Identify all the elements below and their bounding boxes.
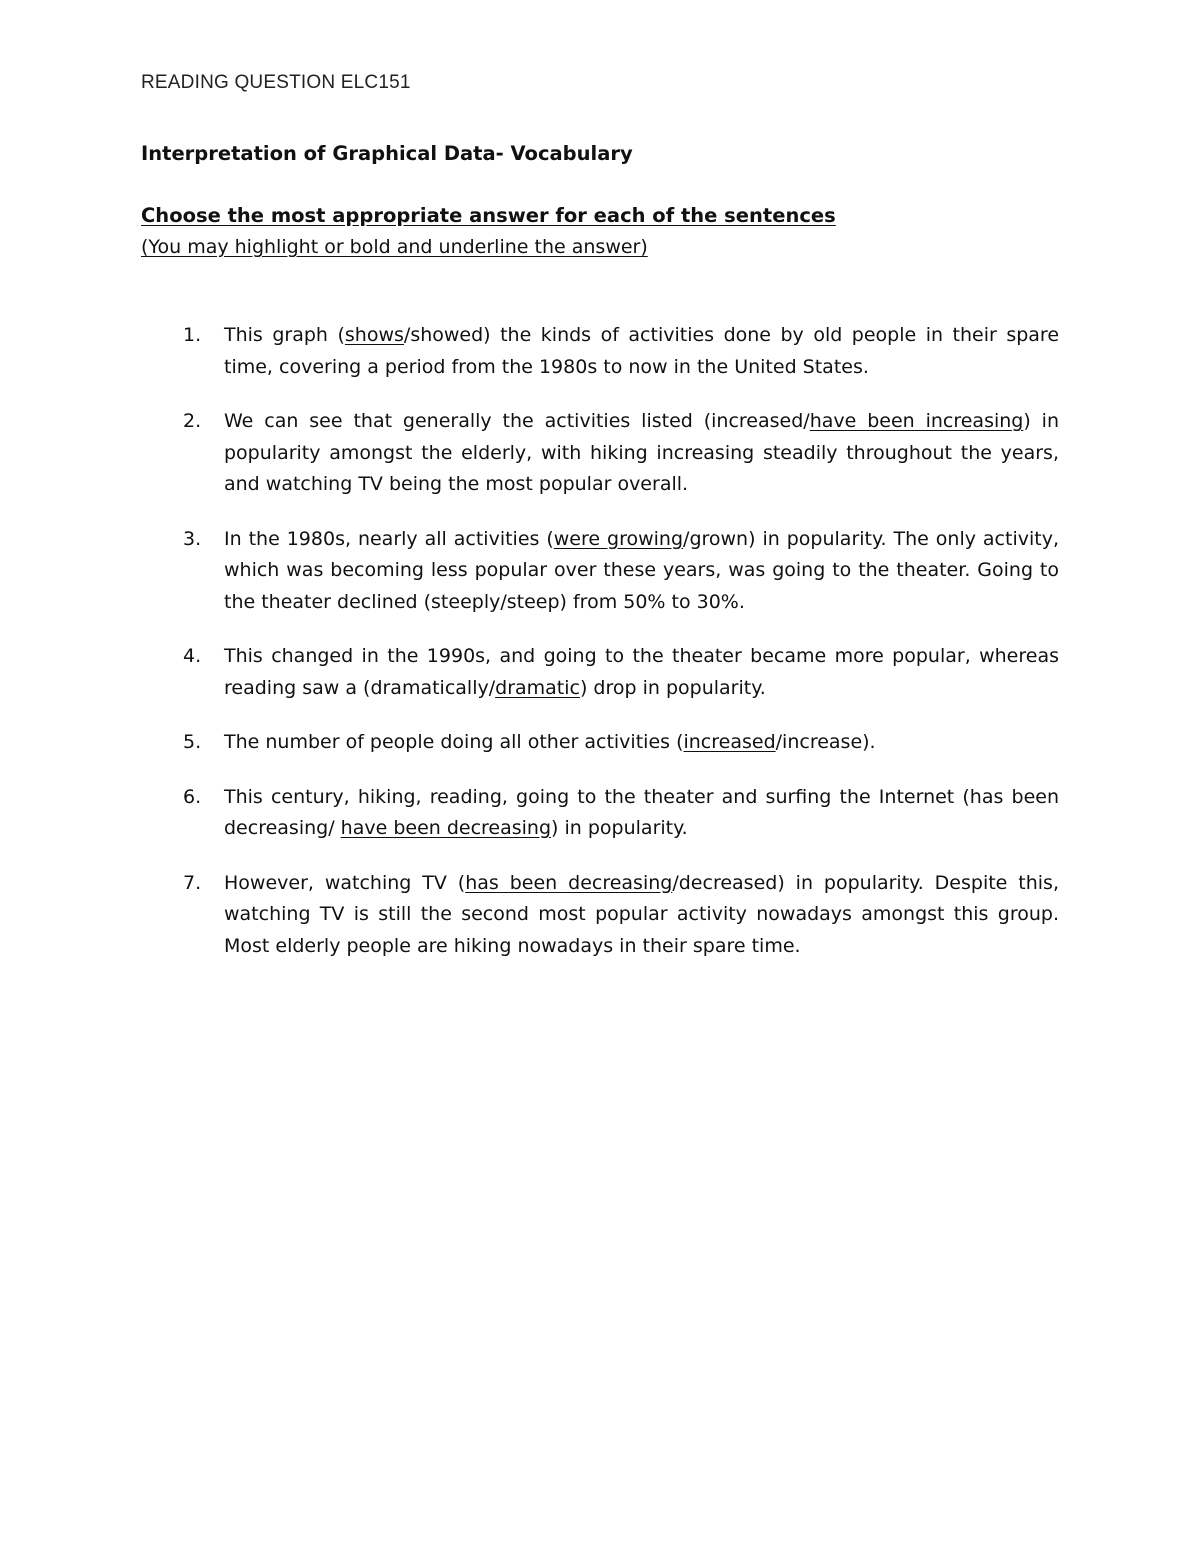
question-text-post: ) in popularity. [551,817,688,839]
answer-option-2[interactable]: grown [689,527,749,550]
question-text-pre: However, watching TV ( [224,871,466,894]
document-header: READING QUESTION ELC151 [141,72,411,93]
option-separator: / [803,410,810,432]
question-number: 1. [183,324,202,346]
question-item [141,406,1059,501]
question-text-pre: This changed in the 1990s, and going to the theater became more popular, whereas reading saw a ( [224,645,1059,699]
question-item [141,524,1059,619]
answer-option-1[interactable]: dramatically [370,676,489,699]
question-text-pre: In the 1980s, nearly all activities ( [224,527,554,550]
option-separator: / [775,731,783,753]
answer-option-1[interactable]: increased [683,731,776,753]
instructions-main: Choose the most appropriate answer for each of the sentences [141,204,836,227]
answer-option-2[interactable]: showed [410,324,484,346]
question-text-pre: The number of people doing all other activities ( [224,731,684,753]
question-item [141,641,1059,704]
answer-option-1[interactable]: has been decreasing [465,871,673,894]
option-separator: / [328,817,341,839]
answer-option-2[interactable]: have been increasing [809,410,1024,432]
question-text-post: ) in popularity amongst the elderly, with hiking increasing steadily throughout the years, and watching TV being the most popular overall. [224,410,1060,495]
question-number: 7. [183,871,202,894]
question-item [141,868,1059,963]
question-number: 5. [183,731,202,753]
question-text-post: ) the kinds of activities done by old people in their spare time, covering a period from the 1980s to now in the United States. [224,324,1060,378]
question-text-pre: We can see that generally the activities listed ( [224,410,712,432]
answer-option-1[interactable]: has been decreasing [224,785,1059,839]
option-separator: / [672,871,679,894]
answer-option-1[interactable]: increased [711,410,804,432]
answer-option-2[interactable]: increase [782,731,863,753]
question-number: 3. [183,527,202,550]
question-item [141,727,1059,759]
instructions-note: (You may highlight or bold and underline the answer) [141,236,648,258]
question-text-post: ). [862,731,876,753]
question-item [141,320,1059,383]
answer-option-2[interactable]: decreased [678,871,778,894]
option-separator: / [683,527,690,550]
question-number: 6. [183,785,202,808]
document-title: Interpretation of Graphical Data- Vocabulary [141,142,633,165]
question-text-pre: This century, hiking, reading, going to the theater and surfing the Internet ( [224,785,970,808]
question-text-post: ) drop in popularity. [579,676,766,699]
question-text-post: ) in popularity. The only activity, which was becoming less popular over these years, was going to the theater. Going to the theater declined (steeply/steep) from 50% to 30%. [224,527,1059,613]
option-separator: / [403,324,411,346]
question-text-post: ) in popularity. Despite this, watching TV is still the second most popular activity nowadays amongst this group. Most elderly people are hiking nowadays in their spare time. [224,871,1059,957]
option-separator: / [488,676,496,699]
question-item [141,782,1059,845]
question-number: 4. [183,645,202,667]
answer-option-2[interactable]: dramatic [495,676,580,699]
question-text-pre: This graph ( [224,324,345,346]
question-number: 2. [183,410,202,432]
answer-option-1[interactable]: shows [344,324,404,346]
question-list [141,320,1059,985]
answer-option-1[interactable]: were growing [553,527,684,550]
answer-option-2[interactable]: have been decreasing [340,817,552,839]
